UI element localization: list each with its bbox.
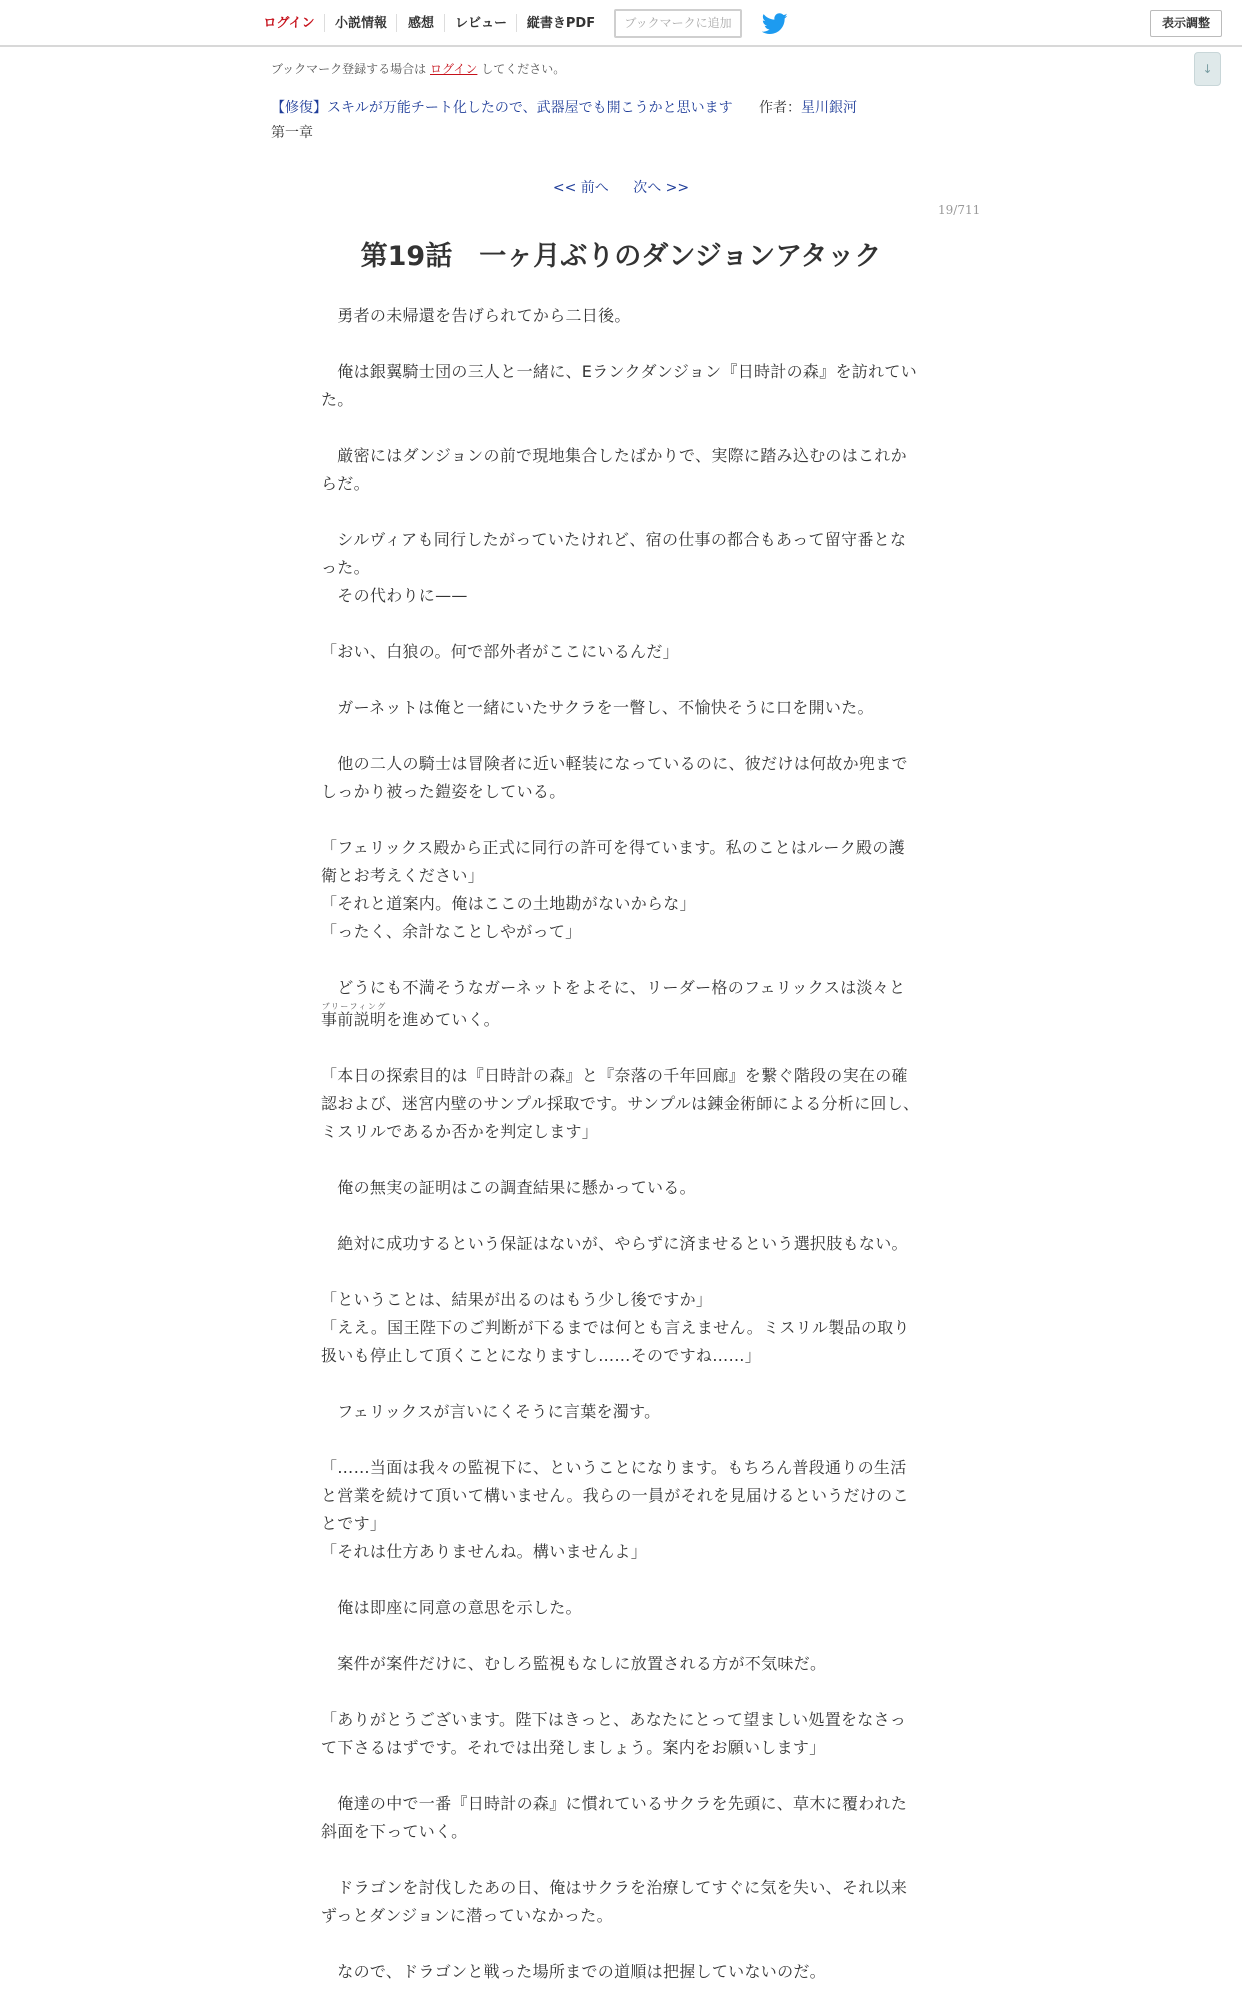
- body-line: 厳密にはダンジョンの前で現地集合したばかりで、実際に踏み込むのはこれからだ。: [321, 446, 907, 493]
- blank-line: [321, 1370, 921, 1398]
- ruby-annotation: [321, 1002, 387, 1029]
- blank-line: [321, 666, 921, 694]
- login-note-link[interactable]: ログイン: [430, 62, 478, 76]
- blank-line: [321, 1762, 921, 1790]
- body-line: 「本日の探索目的は『日時計の森』と『奈落の千年回廊』を繋ぐ階段の実在の確認および、迷宮内壁のサンプル採取です。サンプルは錬金術師による分析に回し、ミスリルであるか否かを判定します」: [321, 1066, 920, 1141]
- episode-title: 第19話 一ヶ月ぶりのダンジョンアタック: [360, 241, 882, 272]
- blank-line: [321, 1622, 921, 1650]
- next-episode-link[interactable]: 次へ >>: [633, 180, 690, 196]
- blank-line: [321, 1930, 921, 1958]
- bookmark-login-note: [271, 60, 565, 77]
- body-line: ドラゴンを討伐したあの日、俺はサクラを治療してすぐに気を失い、それ以来ずっとダンジョンに潜っていなかった。: [321, 1878, 908, 1925]
- body-line: 俺の無実の証明はこの調査結果に懸かっている。: [321, 1178, 696, 1197]
- body-line: フェリックスが言いにくそうに言葉を濁す。: [321, 1402, 661, 1421]
- episode-count: 19/711: [938, 203, 981, 217]
- body-line: 「それは仕方ありませんね。構いませんよ」: [321, 1542, 648, 1561]
- chapter-title: 第一章: [271, 125, 313, 141]
- blank-line: [321, 1258, 921, 1286]
- nav-divider: [516, 14, 517, 32]
- novel-title-link[interactable]: 【修復】スキルが万能チート化したので、武器屋でも開こうかと思います: [271, 100, 733, 116]
- body-line-with-ruby: [321, 1002, 921, 1034]
- blank-line: [321, 1146, 921, 1174]
- nav-divider: [444, 14, 445, 32]
- nav-impressions-link[interactable]: 感想: [407, 16, 434, 31]
- add-bookmark-button[interactable]: ブックマークに追加: [614, 9, 742, 38]
- body-paragraphs-part1: [321, 302, 921, 1002]
- body-line: 俺は銀翼騎士団の三人と一緒に、Eランクダンジョン『日時計の森』を訪れていた。: [321, 362, 918, 409]
- body-line: 「それと道案内。俺はここの土地勘がないからな」: [321, 894, 696, 913]
- twitter-icon[interactable]: [762, 13, 788, 35]
- blank-line: [321, 946, 921, 974]
- body-line: 案件が案件だけに、むしろ監視もなしに放置される方が不気味だ。: [321, 1654, 827, 1673]
- display-settings-button[interactable]: 表示調整: [1150, 10, 1222, 37]
- nav-divider: [396, 14, 397, 32]
- body-line: 「……当面は我々の監視下に、ということになります。もちろん普段通りの生活と営業を続けて頂いて構いません。我らの一員がそれを見届けるというだけのことです」: [321, 1458, 909, 1533]
- body-line: どうにも不満そうなガーネットをよそに、リーダー格のフェリックスは淡々と: [321, 978, 906, 997]
- blank-line: [321, 1034, 921, 1062]
- blank-line: [321, 610, 921, 638]
- nav-divider: [324, 14, 325, 32]
- nav-review-link[interactable]: レビュー: [454, 16, 507, 31]
- nav-vertical-pdf-link[interactable]: 縦書きPDF: [526, 16, 596, 31]
- blank-line: [321, 1426, 921, 1454]
- blank-line: [321, 1846, 921, 1874]
- body-line: ガーネットは俺と一緒にいたサクラを一瞥し、不愉快そうに口を開いた。: [321, 698, 874, 717]
- prev-episode-link[interactable]: << 前へ: [552, 180, 609, 196]
- login-note-after: してください。: [481, 62, 566, 76]
- body-line: 「フェリックス殿から正式に同行の許可を得ています。私のことはルーク殿の護衛とお考えください」: [321, 838, 905, 885]
- body-line: 絶対に成功するという保証はないが、やらずに済ませるという選択肢もない。: [321, 1234, 908, 1253]
- body-paragraphs-part2: [321, 1034, 921, 1986]
- body-line: 「ありがとうございます。陛下はきっと、あなたにとって望ましい処置をなさって下さるはずです。それでは出発しましょう。案内をお願いします」: [321, 1710, 907, 1757]
- ruby-base: 事前説明: [321, 1010, 387, 1029]
- body-line: 俺達の中で一番『日時計の森』に慣れているサクラを先頭に、草木に覆われた斜面を下っていく。: [321, 1794, 908, 1841]
- blank-line: [321, 498, 921, 526]
- blank-line: [321, 1678, 921, 1706]
- episode-pager: [0, 177, 1242, 197]
- blank-line: [321, 414, 921, 442]
- body-line: その代わりに——: [321, 586, 468, 605]
- body-line: シルヴィアも同行したがっていたけれど、宿の仕事の都合もあって留守番となった。: [321, 530, 907, 577]
- body-line: なので、ドラゴンと戦った場所までの道順は把握していないのだ。: [321, 1962, 826, 1981]
- novel-title-line: [271, 97, 857, 117]
- scroll-to-bottom-button[interactable]: ↓: [1194, 52, 1221, 86]
- blank-line: [321, 806, 921, 834]
- author-link[interactable]: 星川銀河: [801, 100, 858, 116]
- body-line: 「ええ。国王陛下のご判断が下るまでは何とも言えません。ミスリル製品の取り扱いも停止して頂くことになりますし……そのですね……」: [321, 1318, 910, 1365]
- body-line: 「ということは、結果が出るのはもう少し後ですか」: [321, 1290, 713, 1309]
- nav-login-link[interactable]: ログイン: [263, 16, 315, 31]
- body-line: 他の二人の騎士は冒険者に近い軽装になっているのに、彼だけは何故か兜までしっかり被った鎧姿をしている。: [321, 754, 908, 801]
- blank-line: [321, 330, 921, 358]
- body-line: 「ったく、余計なことしやがって」: [321, 922, 582, 941]
- login-note-before: ブックマーク登録する場合は: [271, 62, 427, 76]
- nav-novel-info-link[interactable]: 小説情報: [334, 16, 387, 31]
- top-navigation-bar: [0, 0, 1242, 47]
- blank-line: [321, 1566, 921, 1594]
- ruby-text: ブリーフィング: [321, 1002, 387, 1011]
- blank-line: [321, 722, 921, 750]
- body-line: 俺は即座に同意の意思を示した。: [321, 1598, 582, 1617]
- ruby-line-rest: を進めていく。: [386, 1010, 500, 1029]
- novel-body-text: [321, 302, 921, 1986]
- blank-line: [321, 1202, 921, 1230]
- body-line: 勇者の未帰還を告げられてから二日後。: [321, 306, 631, 325]
- author-label: 作者：: [759, 100, 802, 116]
- body-line: 「おい、白狼の。何で部外者がここにいるんだ」: [321, 642, 679, 661]
